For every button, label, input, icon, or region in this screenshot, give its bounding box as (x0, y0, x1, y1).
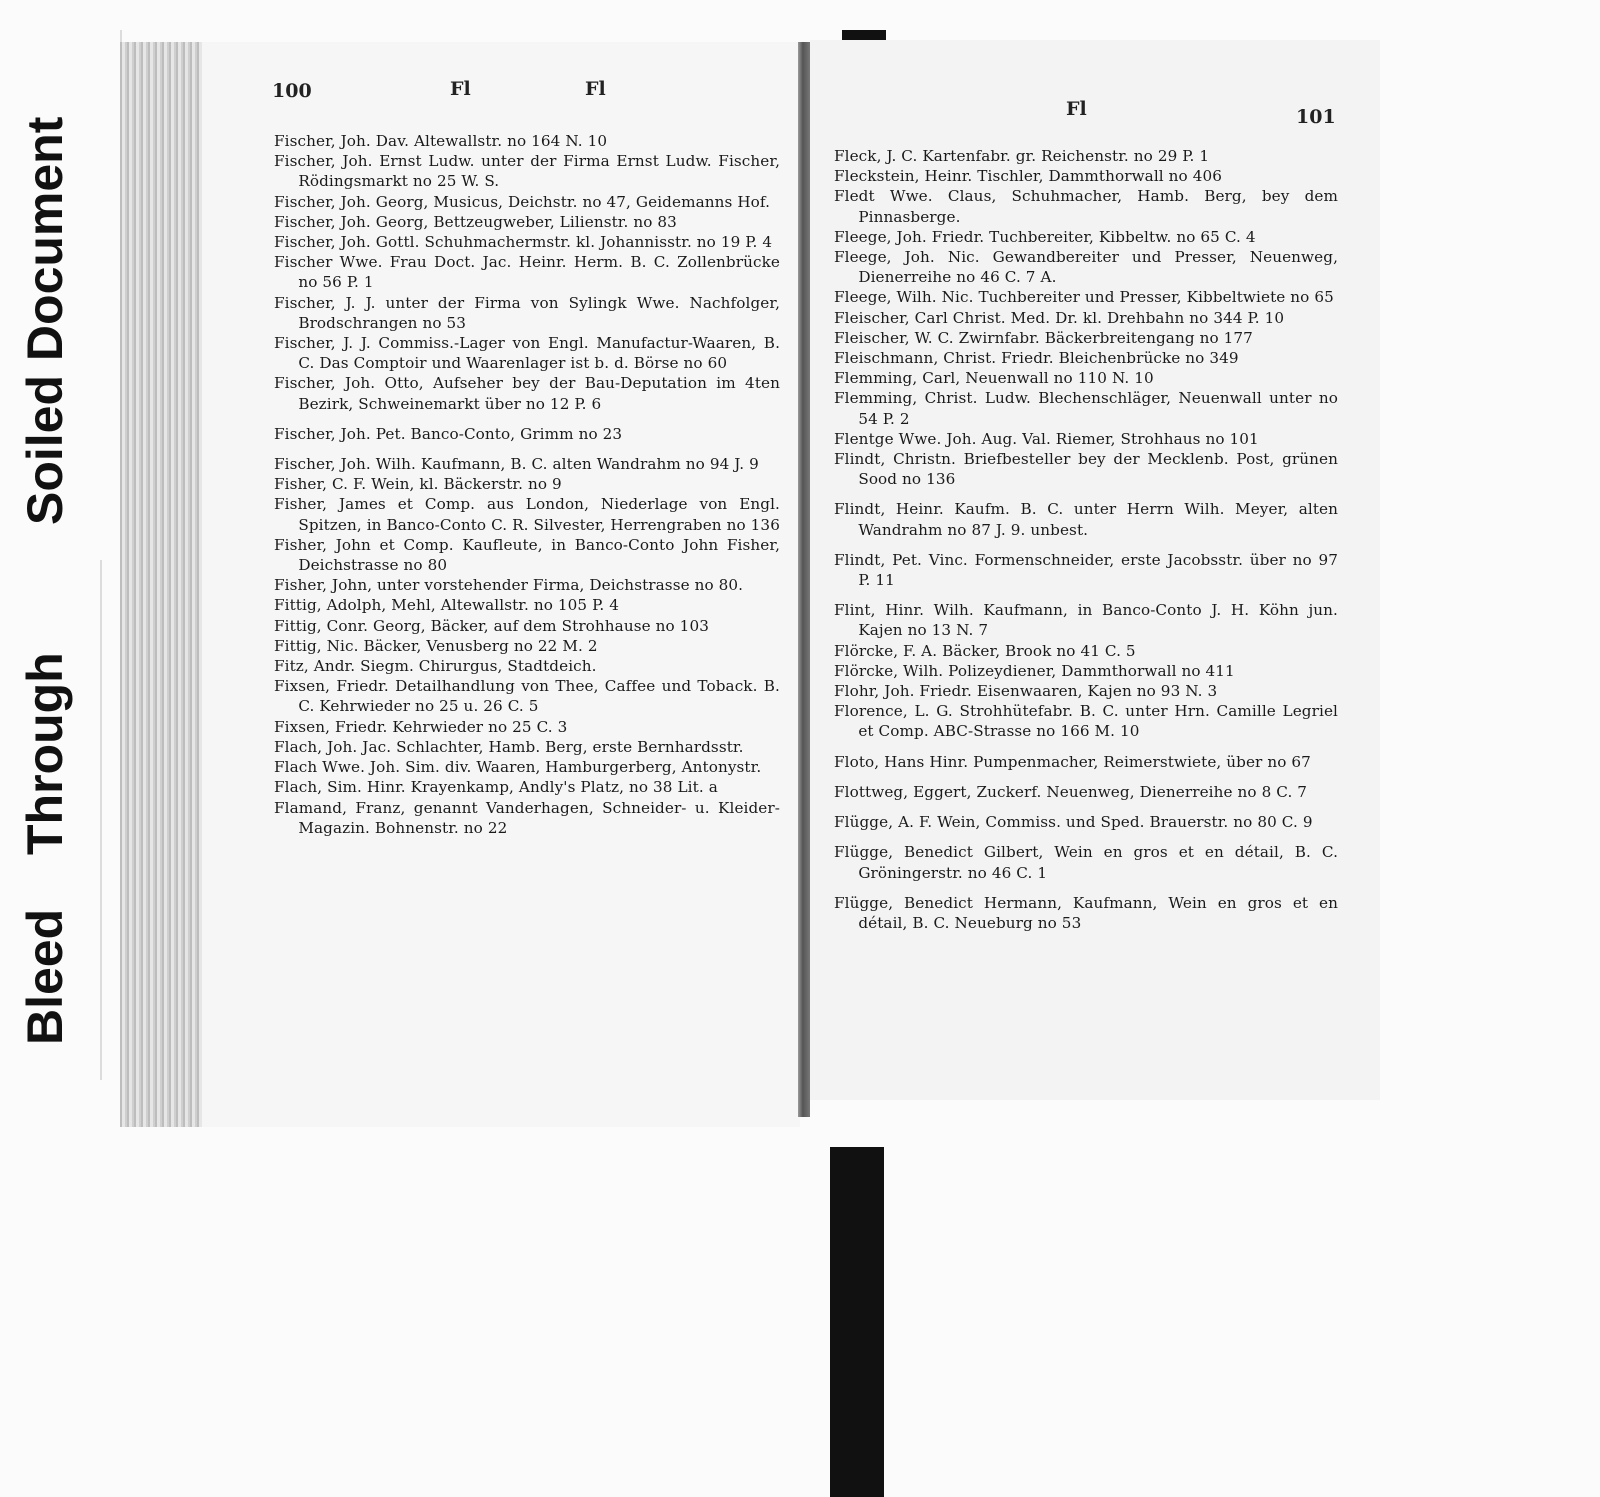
directory-entry: Fleckstein, Heinr. Tischler, Dammthorwall no 406 (834, 167, 1223, 186)
directory-entry: Flach, Joh. Jac. Schlachter, Hamb. Berg, erste Bernhardsstr. (274, 737, 744, 756)
directory-entry: Fleege, Joh. Friedr. Tuchbereiter, Kibbeltw. no 65 C. 4 (834, 227, 1256, 246)
page-edge (120, 42, 202, 1127)
directory-entry: Fleischmann, Christ. Friedr. Bleichenbrücke no 349 (834, 349, 1239, 368)
directory-entry: Florence, L. G. Strohhütefabr. B. C. unter Hrn. Camille Legriel et Comp. ABC-Strasse no 166 M. 10 (834, 702, 1338, 741)
label-svg (14, 40, 74, 1050)
directory-entry: Flörcke, F. A. Bäcker, Brook no 41 C. 5 (834, 641, 1136, 660)
directory-entry: Fischer Wwe. Frau Doct. Jac. Heinr. Herm. B. C. Zollenbrücke no 56 P. 1 (274, 253, 780, 292)
directory-entry: Fisher, James et Comp. aus London, Niederlage von Engl. Spitzen, in Banco-Conto C. R. Silvester, Herrengraben no 136 (274, 495, 780, 534)
directory-entry: Fixsen, Friedr. Detailhandlung von Thee, Caffee und Toback. B. C. Kehrwieder no 25 u. 26 C. 5 (274, 677, 780, 716)
directory-entry: Fleege, Wilh. Nic. Tuchbereiter und Presser, Kibbeltwiete no 65 (834, 288, 1334, 307)
directory-entry: Fisher, John et Comp. Kaufleute, in Banco-Conto John Fisher, Deichstrasse no 80 (274, 535, 780, 575)
directory-entry: Fittig, Conr. Georg, Bäcker, auf dem Strohhause no 103 (274, 616, 709, 635)
directory-entry: Fledt Wwe. Claus, Schuhmacher, Hamb. Berg, bey dem Pinnasberge. (834, 187, 1338, 226)
right-header: Fl (1066, 98, 1087, 120)
directory-entry: Flohr, Joh. Friedr. Eisenwaaren, Kajen no 93 N. 3 (834, 682, 1218, 701)
directory-entry: Fischer, Joh. Gottl. Schuhmachermstr. kl. Johannisstr. no 19 P. 4 (274, 233, 773, 252)
directory-entry: Fleck, J. C. Kartenfabr. gr. Reichenstr. no 29 P. 1 (834, 147, 1210, 165)
label-word-soiled-document: Soiled Document (17, 116, 73, 525)
directory-entry: Flügge, Benedict Gilbert, Wein en gros et en détail, B. C. Gröningerstr. no 46 C. 1 (834, 843, 1338, 882)
book-spine (798, 42, 810, 1117)
right-entries (834, 146, 1338, 933)
directory-entry: Flottweg, Eggert, Zuckerf. Neuenweg, Dienerreihe no 8 C. 7 (834, 782, 1308, 801)
bleed-through-label (14, 40, 74, 1050)
left-header-2: Fl (585, 78, 606, 100)
directory-entry: Fischer, Joh. Otto, Aufseher bey der Bau-Deputation im 4ten Bezirk, Schweinemarkt über no 12 P. 6 (274, 374, 780, 413)
directory-entry: Flemming, Christ. Ludw. Blechenschläger, Neuenwall unter no 54 P. 2 (834, 389, 1338, 428)
directory-entry: Flindt, Pet. Vinc. Formenschneider, erste Jacobsstr. über no 97 P. 11 (834, 550, 1338, 590)
directory-entry: Flamand, Franz, genannt Vanderhagen, Schneider- u. Kleider-Magazin. Bohnenstr. no 22 (274, 798, 780, 837)
directory-entry: Fitz, Andr. Siegm. Chirurgus, Stadtdeich. (274, 657, 597, 676)
directory-entry: Fisher, C. F. Wein, kl. Bäckerstr. no 9 (274, 475, 562, 494)
left-page-number: 100 (272, 80, 312, 102)
directory-entry: Fisher, John, unter vorstehender Firma, Deichstrasse no 80. (274, 576, 744, 595)
directory-entry: Flemming, Carl, Neuenwall no 110 N. 10 (834, 369, 1154, 388)
directory-entry: Fischer, Joh. Ernst Ludw. unter der Firma Ernst Ludw. Fischer, Rödingsmarkt no 25 W. S. (274, 152, 780, 191)
directory-entry: Fischer, Joh. Pet. Banco-Conto, Grimm no 23 (274, 424, 623, 443)
directory-entry: Fleischer, Carl Christ. Med. Dr. kl. Drehbahn no 344 P. 10 (834, 308, 1285, 327)
directory-entry: Flint, Hinr. Wilh. Kaufmann, in Banco-Conto J. H. Köhn jun. Kajen no 13 N. 7 (834, 601, 1338, 640)
label-word-through: Through (17, 652, 73, 855)
left-entries (274, 131, 780, 838)
label-word-bleed: Bleed (17, 908, 73, 1045)
directory-entry: Flindt, Heinr. Kaufm. B. C. unter Herrn Wilh. Meyer, alten Wandrahm no 87 J. 9. unbest. (834, 500, 1338, 539)
directory-entry: Fischer, J. J. Commiss.-Lager von Engl. Manufactur-Waaren, B. C. Das Comptoir und Waarenlager ist b. d. Börse no 60 (274, 334, 780, 373)
directory-entry: Flindt, Christn. Briefbesteller bey der Mecklenb. Post, grünen Sood no 136 (834, 450, 1338, 489)
directory-entry: Fischer, J. J. unter der Firma von Sylingk Wwe. Nachfolger, Brodschrangen no 53 (274, 293, 780, 332)
directory-entry: Flügge, A. F. Wein, Commiss. und Sped. Brauerstr. no 80 C. 9 (834, 813, 1313, 832)
directory-entry: Fittig, Adolph, Mehl, Altewallstr. no 105 P. 4 (274, 596, 619, 615)
directory-entry: Flörcke, Wilh. Polizeydiener, Dammthorwall no 411 (834, 661, 1235, 680)
directory-entry: Fixsen, Friedr. Kehrwieder no 25 C. 3 (274, 717, 568, 736)
directory-entry: Fleischer, W. C. Zwirnfabr. Bäckerbreitengang no 177 (834, 328, 1253, 347)
scan-frame-mid (100, 560, 102, 1080)
directory-entry: Fischer, Joh. Dav. Altewallstr. no 164 N. 10 (274, 132, 608, 150)
directory-entry: Fleege, Joh. Nic. Gewandbereiter und Presser, Neuenweg, Dienerreihe no 46 C. 7 A. (834, 248, 1338, 287)
directory-entry: Fittig, Nic. Bäcker, Venusberg no 22 M. 2 (274, 636, 598, 655)
spine-tab-bottom (830, 1147, 884, 1497)
directory-entry: Fischer, Joh. Georg, Bettzeugweber, Lilienstr. no 83 (274, 212, 677, 231)
left-header-1: Fl (450, 78, 471, 100)
directory-entry: Flach Wwe. Joh. Sim. div. Waaren, Hamburgerberg, Antonystr. (274, 758, 762, 777)
directory-entry: Floto, Hans Hinr. Pumpenmacher, Reimerstwiete, über no 67 (834, 752, 1311, 771)
directory-entry: Flentge Wwe. Joh. Aug. Val. Riemer, Strohhaus no 101 (834, 429, 1259, 448)
directory-entry: Fischer, Joh. Wilh. Kaufmann, B. C. alten Wandrahm no 94 J. 9 (274, 455, 759, 474)
directory-entry: Flügge, Benedict Hermann, Kaufmann, Wein en gros et en détail, B. C. Neueburg no 53 (834, 893, 1338, 932)
directory-entry: Flach, Sim. Hinr. Krayenkamp, Andly's Platz, no 38 Lit. a (274, 778, 718, 797)
directory-entry: Fischer, Joh. Georg, Musicus, Deichstr. no 47, Geidemanns Hof. (274, 192, 771, 211)
right-page-number: 101 (1296, 106, 1336, 128)
